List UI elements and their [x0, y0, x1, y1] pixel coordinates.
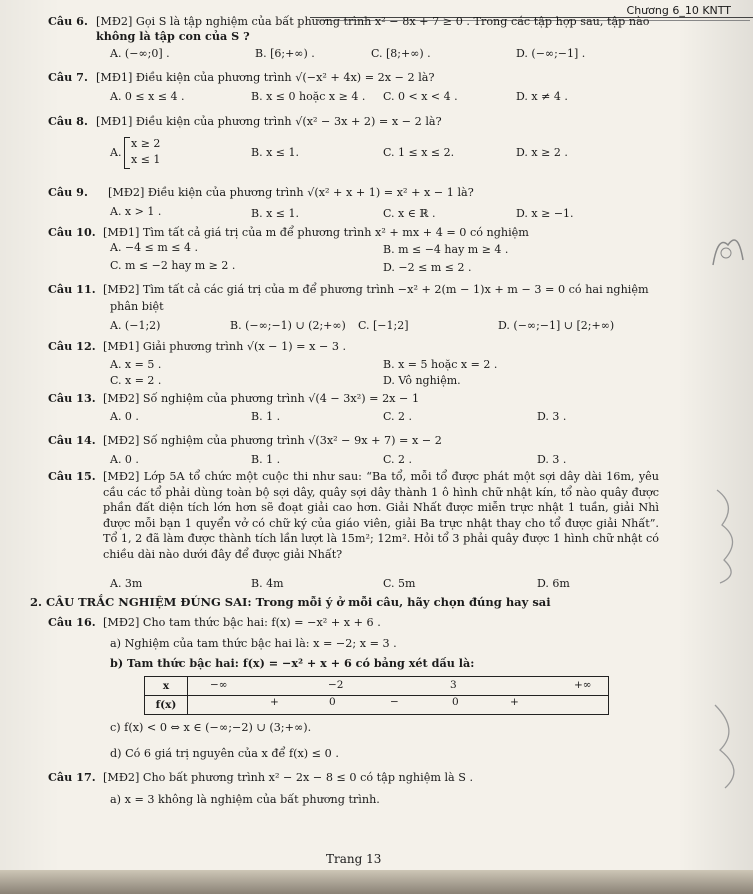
q14-number: Câu 14. [48, 433, 96, 447]
page-number: Trang 13 [326, 852, 382, 866]
q15-option-c: C. 5m [383, 577, 416, 590]
sign-fx-zero1: 0 [329, 696, 336, 708]
q11-number: Câu 11. [48, 282, 96, 296]
q13-number: Câu 13. [48, 391, 96, 405]
q13-option-c: C. 2 . [383, 410, 413, 423]
q12-option-b: B. x = 5 hoặc x = 2 . [383, 358, 498, 371]
q12-option-a: A. x = 5 . [110, 358, 162, 371]
q15-option-d: D. 6m [537, 577, 570, 590]
q16-statement-b: b) Tam thức bậc hai: f(x) = −x² + x + 6 có bảng xét dấu là: [110, 656, 475, 670]
q10-option-a: A. −4 ≤ m ≤ 4 . [110, 241, 198, 254]
q9-option-c: C. x ∈ ℝ . [383, 207, 436, 220]
sign-table-x-row [188, 677, 609, 696]
q10-option-c: C. m ≤ −2 hay m ≥ 2 . [110, 259, 236, 272]
q6-text: [MĐ2] Gọi S là tập nghiệm của bất phương trình x² − 8x + 7 ≥ 0 . Trong các tập hợp sau, tập nào [96, 15, 650, 28]
q10-option-b: B. m ≤ −4 hay m ≥ 4 . [383, 243, 509, 256]
q7-option-c: C. 0 < x < 4 . [383, 90, 458, 103]
q14-option-d: D. 3 . [537, 453, 567, 466]
q6-text-cont: không là tập con của S ? [96, 29, 250, 43]
q9-option-d: D. x ≥ −1. [516, 207, 574, 220]
q8-option-a-line2: x ≤ 1 [131, 153, 161, 166]
q12-number: Câu 12. [48, 339, 96, 353]
sign-fx-plus-right: + [510, 696, 519, 708]
q11-option-d: D. (−∞;−1] ∪ [2;+∞) [498, 319, 615, 332]
q10-text: [MĐ1] Tìm tất cả giá trị của m để phương trình x² + mx + 4 = 0 có nghiệm [103, 226, 529, 239]
q12-option-d: D. Vô nghiệm. [383, 374, 461, 387]
q16-text: [MĐ2] Cho tam thức bậc hai: f(x) = −x² + x + 6 . [103, 616, 381, 629]
q16-statement-d: d) Có 6 giá trị nguyên của x để f(x) ≤ 0 . [110, 747, 339, 760]
q9-option-b: B. x ≤ 1. [251, 207, 299, 220]
q17-number: Câu 17. [48, 770, 96, 784]
q7-option-d: D. x ≠ 4 . [516, 90, 568, 103]
q15-option-b: B. 4m [251, 577, 284, 590]
sign-table [144, 676, 609, 715]
sign-table-fx-row [188, 696, 609, 715]
sign-table-x-header: x [145, 677, 188, 696]
q14-text: [MĐ2] Số nghiệm của phương trình √(3x² − 9x + 7) = x − 2 [103, 434, 442, 447]
q14-option-b: B. 1 . [251, 453, 281, 466]
sign-x-pos-inf: +∞ [574, 679, 592, 691]
margin-doodle-icon [708, 225, 748, 275]
q7-text: [MĐ1] Điều kiện của phương trình √(−x² + 4x) = 2x − 2 là? [96, 71, 435, 84]
q8-option-a-line1: x ≥ 2 [131, 137, 161, 150]
q11-text: [MĐ2] Tìm tất cả các giá trị của m để phương trình −x² + 2(m − 1)x + m − 3 = 0 có hai nghiệm [103, 283, 649, 296]
q12-option-c: C. x = 2 . [110, 374, 162, 387]
q8-text: [MĐ1] Điều kiện của phương trình √(x² − 3x + 2) = x − 2 là? [96, 115, 442, 128]
q6-option-b: B. [6;+∞) . [255, 47, 315, 60]
sign-fx-plus-left: + [270, 696, 279, 708]
q13-option-b: B. 1 . [251, 410, 281, 423]
sign-table-fx-header: f(x) [145, 696, 188, 715]
section-2-heading: 2. CÂU TRẮC NGHIỆM ĐÚNG SAI: Trong mỗi ý ở mỗi câu, hãy chọn đúng hay sai [30, 595, 551, 609]
sign-fx-minus: − [390, 696, 399, 708]
margin-doodle-icon [705, 700, 750, 790]
q6-option-a: A. (−∞;0] . [110, 47, 170, 60]
q8-system-bracket [124, 137, 130, 169]
q15-text: [MĐ2] Lớp 5A tổ chức một cuộc thi như sau: “Ba tổ, mỗi tổ được phát một sợi dây dài 16m, yêu cầu các tổ phải dùng toàn bộ sợi dây, quây sợi dây thành 1 ô hình chữ nhật kín, tổ nào quây được phần đất diện tích lớn hơn sẽ đoạt giải cao hơn. Giải Nhất được miễn trực nhật 1 tuần, giải Nhì được mỗi bạn 1 quyển vở có chữ ký của giáo viên, giải Ba trực nhật thay cho tổ được giải Nhất”. Tổ 1, 2 đã làm được thành tích lần lượt là 15m²; 12m². Hỏi tổ 3 phải quây được 1 hình chữ nhật có chiều dài nào dưới đây để được giải Nhất? [103, 470, 659, 561]
q14-option-a: A. 0 . [110, 453, 139, 466]
q8-option-c: C. 1 ≤ x ≤ 2. [383, 146, 455, 159]
sign-x-root1: −2 [328, 679, 344, 691]
sign-fx-zero2: 0 [452, 696, 459, 708]
q6-option-d: D. (−∞;−1] . [516, 47, 586, 60]
q13-option-a: A. 0 . [110, 410, 139, 423]
page-bottom-shadow [0, 870, 753, 894]
q9-number: Câu 9. [48, 185, 88, 199]
q15-number: Câu 15. [48, 469, 96, 483]
q16-statement-a: a) Nghiệm của tam thức bậc hai là: x = −2; x = 3 . [110, 637, 397, 650]
q10-number: Câu 10. [48, 225, 96, 239]
q9-text: [MĐ2] Điều kiện của phương trình √(x² + x + 1) = x² + x − 1 là? [108, 186, 474, 199]
q10-option-d: D. −2 ≤ m ≤ 2 . [383, 261, 472, 274]
q6-number: Câu 6. [48, 14, 88, 28]
margin-doodle-icon [712, 485, 748, 585]
sign-x-root2: 3 [450, 679, 457, 691]
q7-option-a: A. 0 ≤ x ≤ 4 . [110, 90, 185, 103]
chapter-header: Chương 6_10 KNTT [626, 4, 731, 17]
q8-number: Câu 8. [48, 114, 88, 128]
q11-option-b: B. (−∞;−1) ∪ (2;+∞) [230, 319, 346, 332]
q8-option-a-label: A. [110, 146, 122, 159]
q11-option-c: C. [−1;2] [358, 319, 409, 332]
q7-number: Câu 7. [48, 70, 88, 84]
q17-statement-a: a) x = 3 không là nghiệm của bất phương trình. [110, 793, 380, 806]
q11-option-a: A. (−1;2) [110, 319, 161, 332]
q12-text: [MĐ1] Giải phương trình √(x − 1) = x − 3 . [103, 340, 347, 353]
q9-option-a: A. x > 1 . [110, 205, 162, 218]
q15-option-a: A. 3m [110, 577, 143, 590]
sign-x-neg-inf: −∞ [210, 679, 228, 691]
q17-text: [MĐ2] Cho bất phương trình x² − 2x − 8 ≤ 0 có tập nghiệm là S . [103, 771, 474, 784]
q14-option-c: C. 2 . [383, 453, 413, 466]
q16-statement-c: c) f(x) < 0 ⇔ x ∈ (−∞;−2) ∪ (3;+∞). [110, 721, 312, 734]
q7-option-b: B. x ≤ 0 hoặc x ≥ 4 . [251, 90, 366, 103]
q13-option-d: D. 3 . [537, 410, 567, 423]
q8-option-b: B. x ≤ 1. [251, 146, 299, 159]
q13-text: [MĐ2] Số nghiệm của phương trình √(4 − 3x²) = 2x − 1 [103, 392, 420, 405]
q16-number: Câu 16. [48, 615, 96, 629]
q8-option-d: D. x ≥ 2 . [516, 146, 568, 159]
q6-option-c: C. [8;+∞) . [371, 47, 431, 60]
q11-text-cont: phân biệt [110, 300, 164, 313]
